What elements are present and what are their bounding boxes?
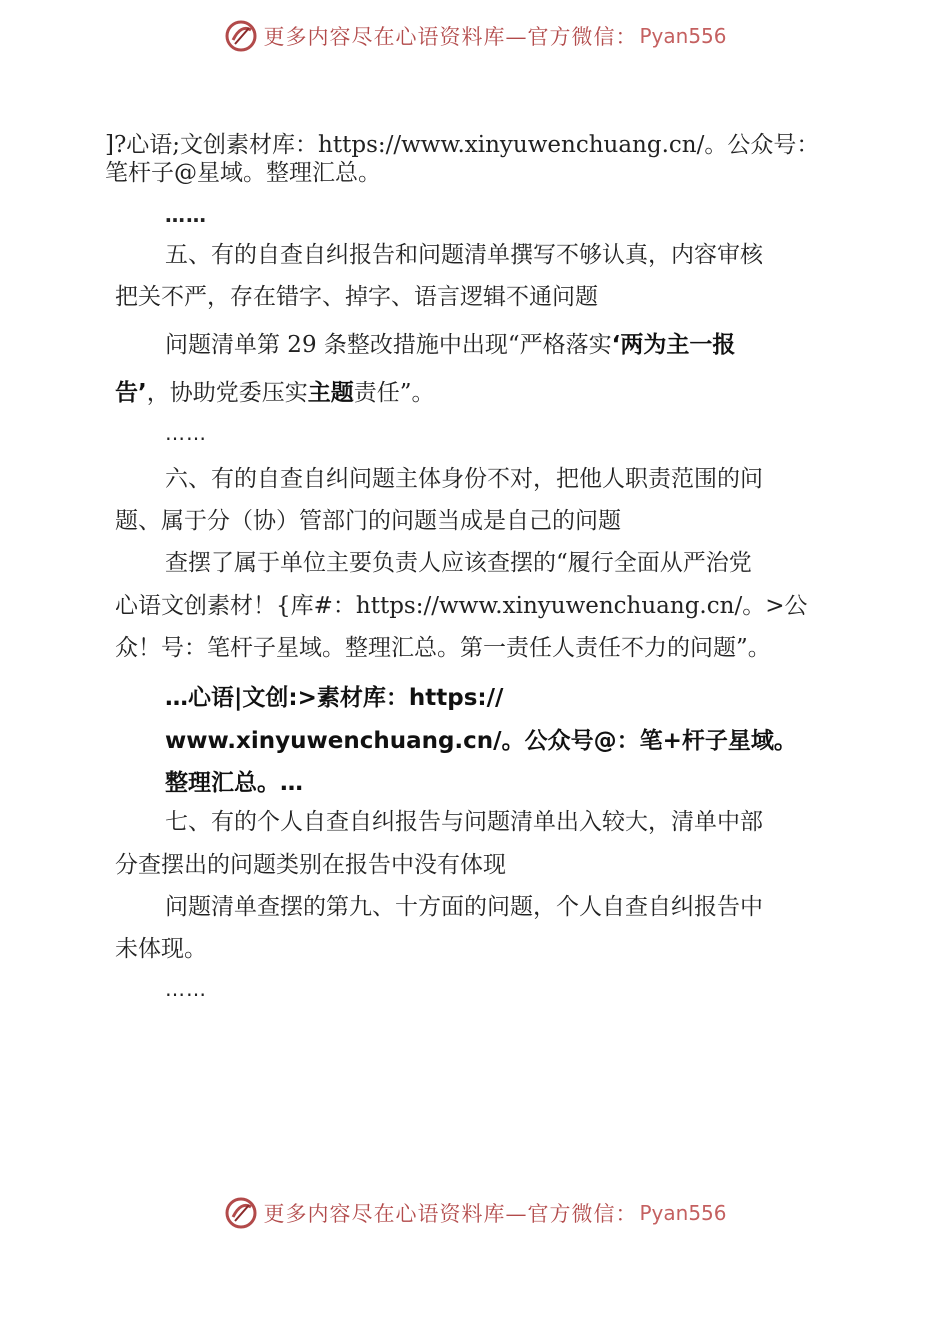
banner-text: 更多内容尽在心语资料库—官方微信： xyxy=(263,25,638,49)
text-line: 心语文创素材！{库#：https://www.xinyuwenchuang.cn/。>公 xyxy=(115,593,808,619)
bold-line: www.xinyuwenchuang.cn/。公众号@：笔+杆子星域。 xyxy=(165,728,797,754)
section-heading-6: 六、有的自查自纠问题主体身份不对，把他人职责范围的问 xyxy=(165,466,763,492)
bold-span: ‘两为主一报 xyxy=(611,332,736,358)
header-banner xyxy=(0,16,950,56)
bold-line: …心语|文创:>素材库：https:// xyxy=(165,685,504,711)
ellipsis: …… xyxy=(165,203,207,227)
logo-icon xyxy=(223,1195,259,1231)
wechat-id: Pyan556 xyxy=(639,24,727,48)
ellipsis: …… xyxy=(165,421,207,445)
text-line: ]?心语;文创素材库：https://www.xinyuwenchuang.cn/。公众号： xyxy=(105,132,820,158)
text-line xyxy=(115,378,435,408)
text-span: 问题清单第 29 条整改措施中出现“严格落实 xyxy=(165,332,612,358)
bold-span: 主题 xyxy=(307,380,354,406)
wechat-id: Pyan556 xyxy=(639,1201,727,1225)
banner-text: 更多内容尽在心语资料库—官方微信： xyxy=(263,1202,638,1226)
section-heading-5: 五、有的自查自纠报告和问题清单撰写不够认真，内容审核 xyxy=(165,242,763,268)
text-line: 问题清单查摆的第九、十方面的问题，个人自查自纠报告中 xyxy=(165,894,763,920)
text-line: 把关不严，存在错字、掉字、语言逻辑不通问题 xyxy=(115,284,598,310)
text-line: 题、属于分（协）管部门的问题当成是自己的问题 xyxy=(115,508,621,534)
bold-line: 整理汇总。… xyxy=(165,770,303,796)
text-line: 分查摆出的问题类别在报告中没有体现 xyxy=(115,852,506,878)
text-line: 众！号：笔杆子星域。整理汇总。第一责任人责任不力的问题”。 xyxy=(115,635,771,661)
text-line: 笔杆子@星域。整理汇总。 xyxy=(105,160,381,186)
text-line: 查摆了属于单位主要负责人应该查摆的“履行全面从严治党 xyxy=(165,550,752,576)
logo-icon xyxy=(223,18,259,54)
section-heading-7: 七、有的个人自查自纠报告与问题清单出入较大，清单中部 xyxy=(165,809,763,835)
text-span: ，协助党委压实 xyxy=(146,380,308,406)
text-span: 责任”。 xyxy=(353,380,435,406)
footer-banner xyxy=(0,1193,950,1233)
ellipsis: …… xyxy=(165,977,207,1001)
text-line: 未体现。 xyxy=(115,936,207,962)
text-line xyxy=(165,330,735,360)
bold-span: 告’ xyxy=(115,380,147,406)
